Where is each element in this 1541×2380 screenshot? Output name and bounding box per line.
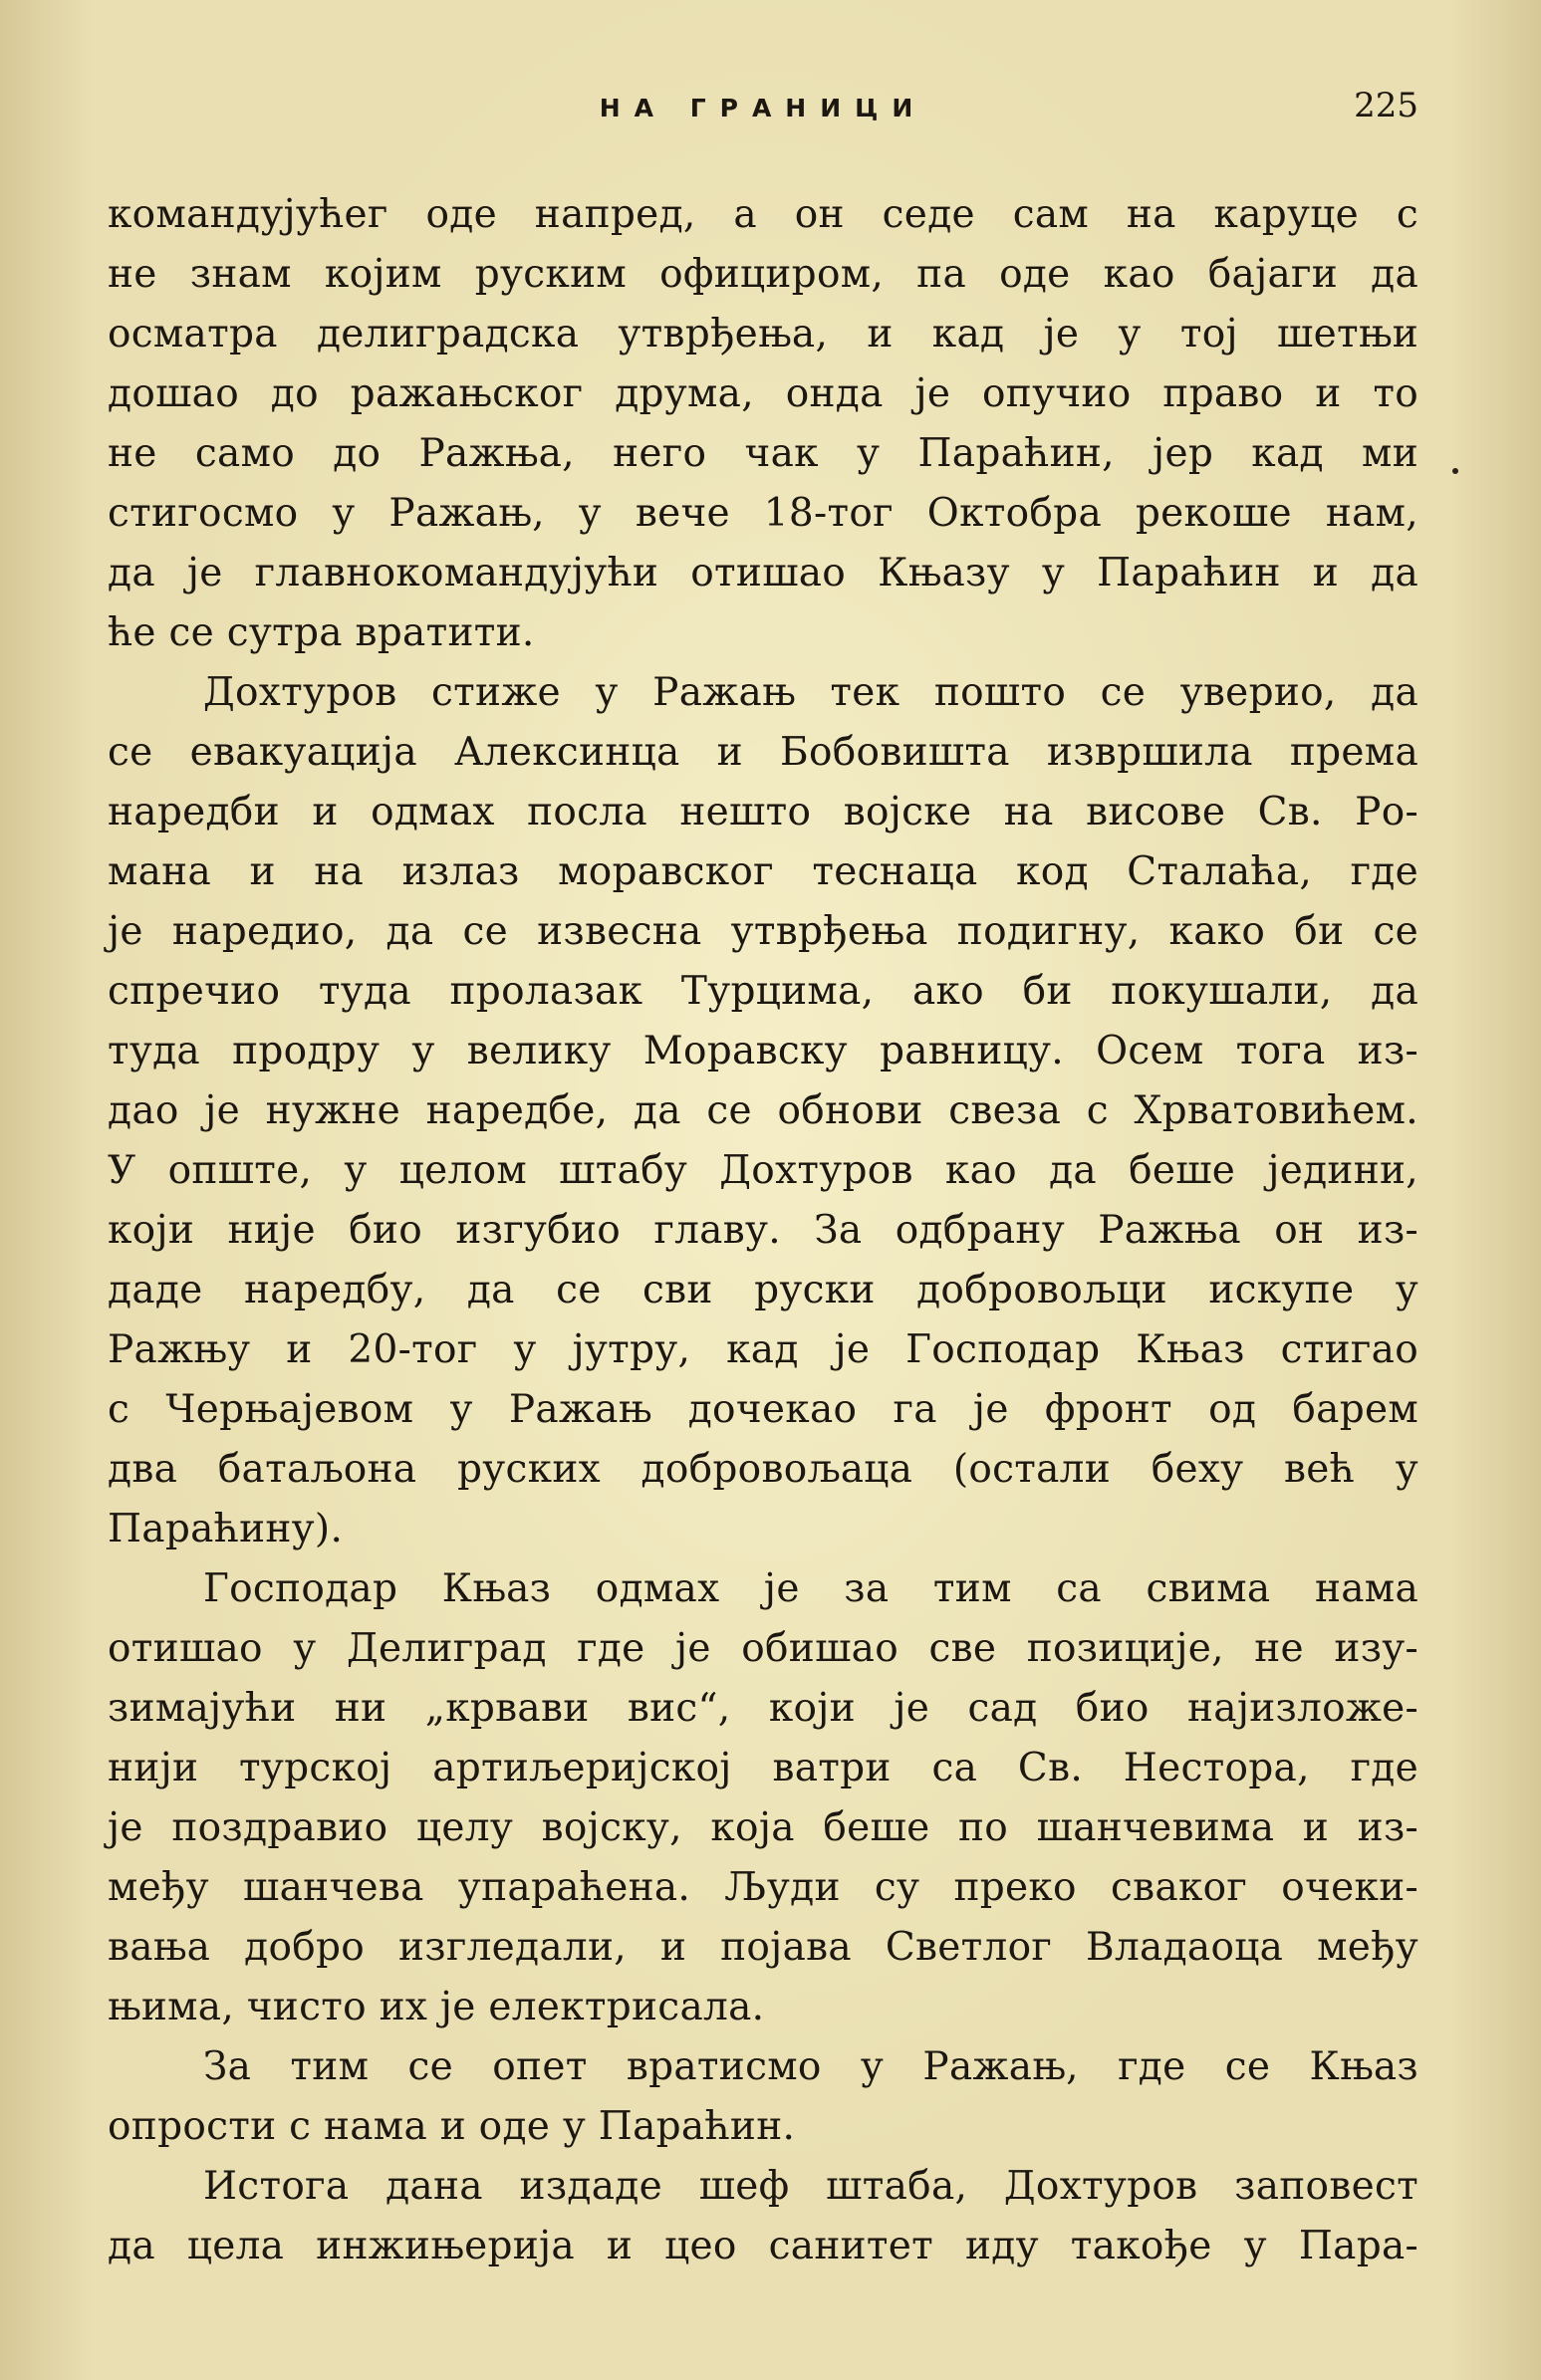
text-line: опрости с нама и оде у Параћин. bbox=[108, 2104, 796, 2149]
paragraph bbox=[108, 1559, 1418, 2037]
text-line: отишао у Делиград где је обишао све позиције, не изу- bbox=[108, 1626, 1418, 1671]
text-line: који није био изгубио главу. За одбрану Ражња он из- bbox=[108, 1208, 1418, 1253]
paragraph bbox=[108, 185, 1418, 663]
text-line: За тим се опет вратисмо у Ражањ, где се Књаз bbox=[203, 2044, 1418, 2089]
text-line: Ражњу и 20-тог у јутру, кад је Господар Књаз стигао bbox=[108, 1327, 1418, 1372]
text-line: туда продру у велику Моравску равницу. Осем тога из- bbox=[108, 1029, 1418, 1073]
text-line: нији турској артиљеријској ватри са Св. Нестора, где bbox=[108, 1746, 1418, 1790]
paragraph bbox=[108, 2157, 1418, 2276]
text-line: с Черњајевом у Ражањ дочекао га је фронт од барем bbox=[108, 1387, 1418, 1432]
text-line: не знам којим руским официром, па оде као бајаги да bbox=[108, 252, 1418, 297]
text-line: мана и на излаз моравског теснаца код Сталаћа, где bbox=[108, 849, 1418, 894]
running-title: НА ГРАНИЦИ bbox=[599, 94, 927, 122]
text-line: да цела инжињерија и цео санитет иду такође у Пара- bbox=[108, 2224, 1418, 2268]
text-line: не само до Ражња, него чак у Параћин, јер кад ми bbox=[108, 431, 1418, 476]
text-line: дошао до ражањског друма, онда је опучио право и то bbox=[108, 371, 1418, 416]
body-text bbox=[108, 185, 1418, 2276]
text-line: стигосмо у Ражањ, у вече 18-тог Октобра рекоше нам, bbox=[108, 491, 1418, 536]
text-line: да је главнокомандујући отишао Књазу у Параћин и да bbox=[108, 551, 1418, 595]
text-line: осматра делиградска утврђења, и кад је у тој шетњи bbox=[108, 312, 1418, 357]
text-line: је наредио, да се извесна утврђења подигну, како би се bbox=[108, 909, 1418, 954]
text-line: Дохтуров стиже у Ражањ тек пошто се уверио, да bbox=[203, 670, 1418, 715]
text-line: У опште, у целом штабу Дохтуров као да беше једини, bbox=[108, 1148, 1418, 1193]
running-head bbox=[108, 86, 1418, 135]
text-line: дао је нужне наредбе, да се обнови свеза с Хрватовићем. bbox=[108, 1088, 1418, 1133]
margin-dot bbox=[1452, 468, 1458, 474]
text-line: је поздравио целу војску, која беше по шанчевима и из- bbox=[108, 1805, 1418, 1850]
text-line: наредби и одмах посла нешто војске на висове Св. Ро- bbox=[108, 790, 1418, 834]
text-line: се евакуација Алексинца и Бобовишта извршила према bbox=[108, 730, 1418, 775]
text-line: њима, чисто их је електрисала. bbox=[108, 1985, 765, 2029]
page-number: 225 bbox=[1354, 86, 1418, 125]
text-line: Господар Књаз одмах је за тим са свима нама bbox=[203, 1566, 1418, 1611]
text-line: командујућег оде напред, а он седе сам на каруце с bbox=[108, 192, 1418, 237]
text-line: спречио туда пролазак Турцима, ако би покушали, да bbox=[108, 969, 1418, 1014]
text-line: међу шанчева упараћена. Људи су преко сваког очеки- bbox=[108, 1865, 1418, 1910]
paragraph bbox=[108, 663, 1418, 1559]
text-line: Истога дана издаде шеф штаба, Дохтуров заповест bbox=[203, 2164, 1418, 2209]
text-line: ће се сутра вратити. bbox=[108, 610, 535, 655]
text-line: Параћину). bbox=[108, 1507, 344, 1551]
text-line: два батаљона руских добровољаца (остали беху већ у bbox=[108, 1447, 1418, 1492]
text-line: даде наредбу, да се сви руски добровољци искупе у bbox=[108, 1268, 1418, 1312]
paragraph bbox=[108, 2037, 1418, 2157]
text-line: зимајући ни „крвави вис“, који је сад био најизложе- bbox=[108, 1686, 1418, 1731]
text-line: вања добро изгледали, и појава Светлог Владаоца међу bbox=[108, 1925, 1418, 1970]
